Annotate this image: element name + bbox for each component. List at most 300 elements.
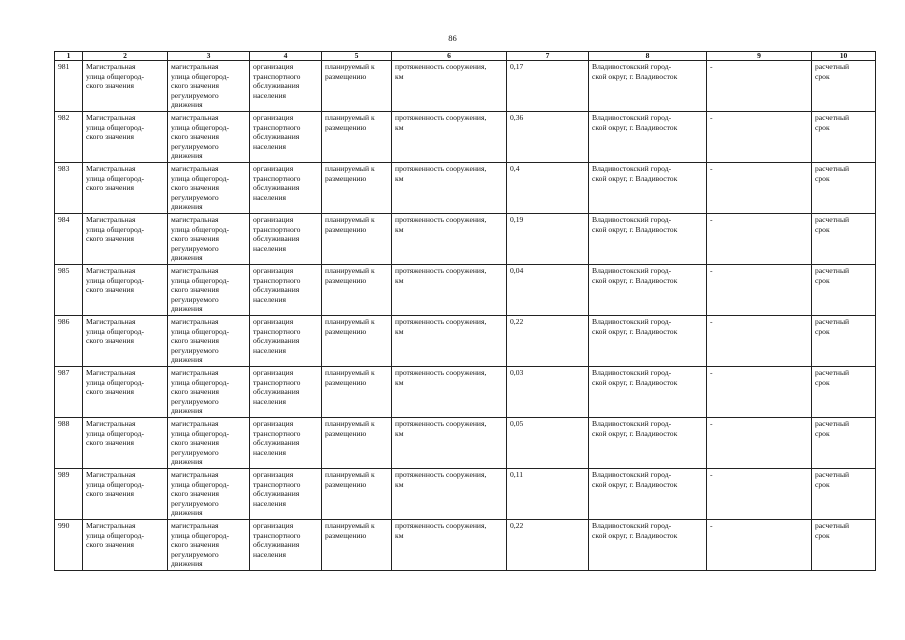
term-cell: [812, 418, 876, 469]
object-status-cell: [322, 418, 392, 469]
object-type-line: магистральная: [171, 470, 219, 479]
term-line: срок: [815, 326, 830, 336]
value-cell: 0,11: [507, 469, 589, 520]
row-number-cell: 988: [55, 418, 83, 469]
characteristic-line: км: [395, 530, 404, 540]
object-type-line: движения: [171, 151, 203, 161]
object-name-cell: [83, 469, 168, 520]
value-cell: 0,05: [507, 418, 589, 469]
object-type-line: движения: [171, 406, 203, 416]
term-cell: [812, 214, 876, 265]
object-status-cell: [322, 163, 392, 214]
object-type-cell: [168, 469, 250, 520]
object-type-line: улица общегород-: [171, 530, 230, 540]
term-line: срок: [815, 224, 830, 234]
term-line: срок: [815, 428, 830, 438]
object-type-cell: [168, 520, 250, 571]
object-name-line: ского значения: [86, 438, 135, 448]
object-type-line: регулируемого: [171, 549, 219, 559]
object-type-line: движения: [171, 355, 203, 365]
object-status-cell: [322, 367, 392, 418]
object-status-line: размещению: [325, 122, 367, 132]
object-purpose-line: транспортного: [253, 224, 301, 234]
column-header-3: 3: [168, 52, 250, 61]
object-purpose-line: населения: [253, 141, 287, 151]
object-type-line: улица общегород-: [171, 173, 230, 183]
value-cell: 0,22: [507, 316, 589, 367]
table-row: [55, 367, 876, 418]
column-header-5: 5: [322, 52, 392, 61]
characteristic-cell: [392, 112, 507, 163]
object-purpose-line: организация: [253, 164, 294, 173]
table-row: [55, 214, 876, 265]
object-purpose-line: населения: [253, 549, 287, 559]
object-purpose-line: организация: [253, 62, 294, 71]
object-type-line: регулируемого: [171, 90, 219, 100]
table-row: [55, 112, 876, 163]
object-type-line: магистральная: [171, 368, 219, 377]
characteristic-line: км: [395, 479, 404, 489]
object-name-cell: [83, 367, 168, 418]
location-cell: [589, 112, 707, 163]
location-line: ской округ, г. Владивосток: [592, 530, 678, 540]
object-purpose-line: организация: [253, 368, 294, 377]
object-name-line: ского значения: [86, 234, 135, 244]
term-line: расчетный: [815, 266, 850, 275]
object-type-line: регулируемого: [171, 345, 219, 355]
object-purpose-line: организация: [253, 215, 294, 224]
table-row: [55, 163, 876, 214]
object-name-line: улица общегород-: [86, 122, 145, 132]
location-line: ской округ, г. Владивосток: [592, 224, 678, 234]
object-type-line: улица общегород-: [171, 326, 230, 336]
object-name-line: ского значения: [86, 183, 135, 193]
object-status-line: размещению: [325, 71, 367, 81]
zone-cell: -: [707, 316, 812, 367]
location-cell: [589, 316, 707, 367]
object-type-cell: [168, 61, 250, 112]
object-purpose-cell: [250, 367, 322, 418]
object-type-line: магистральная: [171, 419, 219, 428]
value-cell: 0,36: [507, 112, 589, 163]
term-line: расчетный: [815, 521, 850, 530]
column-header-4: 4: [250, 52, 322, 61]
object-purpose-cell: [250, 418, 322, 469]
term-cell: [812, 112, 876, 163]
object-status-cell: [322, 265, 392, 316]
object-name-line: Магистральная: [86, 368, 136, 377]
object-status-line: размещению: [325, 275, 367, 285]
object-type-line: магистральная: [171, 62, 219, 71]
table-row: [55, 469, 876, 520]
object-name-cell: [83, 112, 168, 163]
object-type-line: регулируемого: [171, 243, 219, 253]
object-type-line: ского значения: [171, 285, 220, 295]
object-name-line: улица общегород-: [86, 326, 145, 336]
object-purpose-line: транспортного: [253, 530, 301, 540]
object-purpose-line: транспортного: [253, 479, 301, 489]
object-purpose-line: организация: [253, 266, 294, 275]
term-line: расчетный: [815, 164, 850, 173]
location-line: ской округ, г. Владивосток: [592, 173, 678, 183]
object-purpose-line: организация: [253, 419, 294, 428]
location-line: ской округ, г. Владивосток: [592, 71, 678, 81]
object-type-cell: [168, 112, 250, 163]
object-purpose-line: обслуживания: [253, 81, 300, 91]
object-type-line: ского значения: [171, 132, 220, 142]
object-purpose-line: населения: [253, 243, 287, 253]
object-purpose-line: обслуживания: [253, 285, 300, 295]
object-name-line: Магистральная: [86, 419, 136, 428]
object-status-line: размещению: [325, 530, 367, 540]
object-purpose-line: обслуживания: [253, 387, 300, 397]
characteristic-line: протяженность сооружения,: [395, 266, 487, 275]
table-row: [55, 61, 876, 112]
object-name-line: Магистральная: [86, 317, 136, 326]
term-line: расчетный: [815, 368, 850, 377]
location-line: Владивостокский город-: [592, 470, 672, 479]
object-status-line: планируемый к: [325, 266, 375, 275]
object-type-line: движения: [171, 100, 203, 110]
value-cell: 0,4: [507, 163, 589, 214]
object-type-line: регулируемого: [171, 447, 219, 457]
object-purpose-line: организация: [253, 521, 294, 530]
characteristic-line: протяженность сооружения,: [395, 470, 487, 479]
object-type-line: улица общегород-: [171, 377, 230, 387]
object-name-line: Магистральная: [86, 113, 136, 122]
zone-cell: -: [707, 61, 812, 112]
row-number-cell: 986: [55, 316, 83, 367]
characteristic-line: протяженность сооружения,: [395, 419, 487, 428]
object-name-line: Магистральная: [86, 215, 136, 224]
object-type-line: регулируемого: [171, 192, 219, 202]
object-status-line: планируемый к: [325, 521, 375, 530]
object-type-line: магистральная: [171, 266, 219, 275]
object-type-line: ского значения: [171, 81, 220, 91]
object-purpose-line: обслуживания: [253, 540, 300, 550]
object-status-line: планируемый к: [325, 419, 375, 428]
object-status-line: планируемый к: [325, 62, 375, 71]
characteristic-line: км: [395, 173, 404, 183]
term-line: расчетный: [815, 470, 850, 479]
location-cell: [589, 61, 707, 112]
location-line: Владивостокский город-: [592, 317, 672, 326]
characteristic-cell: [392, 61, 507, 112]
object-name-line: улица общегород-: [86, 479, 145, 489]
location-line: ской округ, г. Владивосток: [592, 122, 678, 132]
object-status-cell: [322, 316, 392, 367]
term-cell: [812, 265, 876, 316]
characteristic-line: км: [395, 326, 404, 336]
object-purpose-line: транспортного: [253, 377, 301, 387]
object-purpose-line: обслуживания: [253, 132, 300, 142]
object-type-line: улица общегород-: [171, 71, 230, 81]
characteristic-line: км: [395, 122, 404, 132]
object-name-cell: [83, 214, 168, 265]
object-purpose-line: организация: [253, 113, 294, 122]
column-header-1: 1: [55, 52, 83, 61]
object-type-cell: [168, 316, 250, 367]
object-name-line: Магистральная: [86, 521, 136, 530]
object-name-cell: [83, 163, 168, 214]
object-purpose-line: обслуживания: [253, 234, 300, 244]
location-line: ской округ, г. Владивосток: [592, 479, 678, 489]
object-type-line: движения: [171, 304, 203, 314]
characteristic-line: км: [395, 275, 404, 285]
object-purpose-line: транспортного: [253, 173, 301, 183]
object-name-line: улица общегород-: [86, 173, 145, 183]
location-line: Владивостокский город-: [592, 521, 672, 530]
term-line: срок: [815, 479, 830, 489]
row-number-cell: 981: [55, 61, 83, 112]
location-cell: [589, 214, 707, 265]
object-type-line: ского значения: [171, 489, 220, 499]
row-number-cell: 989: [55, 469, 83, 520]
row-number-cell: 990: [55, 520, 83, 571]
object-type-line: магистральная: [171, 215, 219, 224]
object-purpose-cell: [250, 316, 322, 367]
table-row: [55, 520, 876, 571]
object-type-line: магистральная: [171, 164, 219, 173]
zone-cell: -: [707, 520, 812, 571]
term-line: срок: [815, 275, 830, 285]
value-cell: 0,22: [507, 520, 589, 571]
object-purpose-line: обслуживания: [253, 438, 300, 448]
object-type-line: движения: [171, 559, 203, 569]
object-status-line: размещению: [325, 479, 367, 489]
object-purpose-line: населения: [253, 294, 287, 304]
value-cell: 0,03: [507, 367, 589, 418]
value-cell: 0,19: [507, 214, 589, 265]
location-cell: [589, 520, 707, 571]
location-line: ской округ, г. Владивосток: [592, 275, 678, 285]
table-row: [55, 418, 876, 469]
value-cell: 0,04: [507, 265, 589, 316]
characteristic-cell: [392, 469, 507, 520]
term-line: расчетный: [815, 113, 850, 122]
object-name-cell: [83, 418, 168, 469]
characteristic-line: км: [395, 377, 404, 387]
location-line: ской округ, г. Владивосток: [592, 326, 678, 336]
object-name-line: Магистральная: [86, 470, 136, 479]
object-type-line: ского значения: [171, 234, 220, 244]
object-status-line: размещению: [325, 224, 367, 234]
characteristic-line: протяженность сооружения,: [395, 317, 487, 326]
object-name-cell: [83, 265, 168, 316]
object-name-line: ского значения: [86, 540, 135, 550]
column-header-2: 2: [83, 52, 168, 61]
location-line: Владивостокский город-: [592, 62, 672, 71]
zone-cell: -: [707, 418, 812, 469]
object-status-cell: [322, 61, 392, 112]
object-name-line: улица общегород-: [86, 428, 145, 438]
characteristic-cell: [392, 520, 507, 571]
object-type-line: движения: [171, 508, 203, 518]
object-type-cell: [168, 265, 250, 316]
page-number: 86: [448, 33, 457, 43]
object-name-line: ского значения: [86, 132, 135, 142]
characteristic-line: км: [395, 224, 404, 234]
term-line: расчетный: [815, 215, 850, 224]
zone-cell: -: [707, 163, 812, 214]
object-type-cell: [168, 163, 250, 214]
characteristic-cell: [392, 265, 507, 316]
term-line: срок: [815, 122, 830, 132]
term-line: расчетный: [815, 62, 850, 71]
object-name-cell: [83, 520, 168, 571]
characteristic-line: протяженность сооружения,: [395, 215, 487, 224]
characteristic-cell: [392, 316, 507, 367]
object-purpose-line: транспортного: [253, 275, 301, 285]
characteristic-line: протяженность сооружения,: [395, 62, 487, 71]
object-type-cell: [168, 214, 250, 265]
column-header-8: 8: [589, 52, 707, 61]
value-cell: 0,17: [507, 61, 589, 112]
object-type-line: магистральная: [171, 317, 219, 326]
objects-table: [54, 51, 876, 571]
location-line: Владивостокский город-: [592, 215, 672, 224]
object-type-line: улица общегород-: [171, 224, 230, 234]
location-cell: [589, 469, 707, 520]
location-cell: [589, 418, 707, 469]
term-line: расчетный: [815, 317, 850, 326]
object-type-line: ского значения: [171, 387, 220, 397]
object-purpose-line: обслуживания: [253, 183, 300, 193]
object-purpose-line: организация: [253, 470, 294, 479]
characteristic-line: протяженность сооружения,: [395, 164, 487, 173]
zone-cell: -: [707, 367, 812, 418]
object-type-line: регулируемого: [171, 498, 219, 508]
location-line: Владивостокский город-: [592, 266, 672, 275]
term-line: срок: [815, 530, 830, 540]
characteristic-cell: [392, 163, 507, 214]
object-name-line: улица общегород-: [86, 377, 145, 387]
term-line: расчетный: [815, 419, 850, 428]
object-purpose-cell: [250, 265, 322, 316]
object-status-cell: [322, 520, 392, 571]
zone-cell: -: [707, 214, 812, 265]
term-line: срок: [815, 377, 830, 387]
object-status-line: планируемый к: [325, 368, 375, 377]
object-purpose-line: транспортного: [253, 326, 301, 336]
object-purpose-line: обслуживания: [253, 489, 300, 499]
zone-cell: -: [707, 265, 812, 316]
term-line: срок: [815, 173, 830, 183]
object-type-line: движения: [171, 457, 203, 467]
object-type-line: магистральная: [171, 113, 219, 122]
location-line: ской округ, г. Владивосток: [592, 377, 678, 387]
object-type-line: улица общегород-: [171, 122, 230, 132]
header-row: [55, 52, 876, 61]
object-purpose-line: транспортного: [253, 122, 301, 132]
table-body: [55, 61, 876, 571]
object-name-line: улица общегород-: [86, 224, 145, 234]
object-name-line: ского значения: [86, 285, 135, 295]
object-purpose-line: транспортного: [253, 71, 301, 81]
characteristic-cell: [392, 418, 507, 469]
column-header-9: 9: [707, 52, 812, 61]
term-cell: [812, 367, 876, 418]
object-purpose-cell: [250, 214, 322, 265]
object-status-line: размещению: [325, 428, 367, 438]
row-number-cell: 987: [55, 367, 83, 418]
object-status-line: размещению: [325, 173, 367, 183]
location-line: Владивостокский город-: [592, 113, 672, 122]
object-type-line: движения: [171, 202, 203, 212]
object-type-line: улица общегород-: [171, 275, 230, 285]
table-row: [55, 265, 876, 316]
object-name-line: Магистральная: [86, 164, 136, 173]
object-name-line: улица общегород-: [86, 275, 145, 285]
object-status-cell: [322, 214, 392, 265]
object-type-line: ского значения: [171, 438, 220, 448]
object-purpose-line: организация: [253, 317, 294, 326]
object-name-line: Магистральная: [86, 62, 136, 71]
location-line: Владивостокский город-: [592, 164, 672, 173]
object-purpose-cell: [250, 61, 322, 112]
object-name-line: ского значения: [86, 489, 135, 499]
row-number-cell: 983: [55, 163, 83, 214]
object-type-line: ского значения: [171, 336, 220, 346]
object-status-line: планируемый к: [325, 113, 375, 122]
characteristic-line: протяженность сооружения,: [395, 368, 487, 377]
object-purpose-line: населения: [253, 498, 287, 508]
object-purpose-line: обслуживания: [253, 336, 300, 346]
object-type-cell: [168, 367, 250, 418]
location-line: Владивостокский город-: [592, 368, 672, 377]
object-type-line: движения: [171, 253, 203, 263]
object-status-line: размещению: [325, 377, 367, 387]
column-header-7: 7: [507, 52, 589, 61]
object-name-line: Магистральная: [86, 266, 136, 275]
location-cell: [589, 163, 707, 214]
column-header-6: 6: [392, 52, 507, 61]
characteristic-line: км: [395, 428, 404, 438]
object-status-line: планируемый к: [325, 215, 375, 224]
object-type-line: магистральная: [171, 521, 219, 530]
object-name-cell: [83, 316, 168, 367]
term-cell: [812, 469, 876, 520]
zone-cell: -: [707, 469, 812, 520]
object-name-line: улица общегород-: [86, 530, 145, 540]
characteristic-line: протяженность сооружения,: [395, 521, 487, 530]
object-type-cell: [168, 418, 250, 469]
characteristic-cell: [392, 367, 507, 418]
object-name-line: ского значения: [86, 81, 135, 91]
object-type-line: улица общегород-: [171, 428, 230, 438]
object-purpose-line: населения: [253, 345, 287, 355]
term-cell: [812, 163, 876, 214]
object-purpose-line: населения: [253, 396, 287, 406]
object-name-line: улица общегород-: [86, 71, 145, 81]
term-cell: [812, 61, 876, 112]
object-purpose-line: населения: [253, 192, 287, 202]
row-number-cell: 982: [55, 112, 83, 163]
object-purpose-cell: [250, 112, 322, 163]
object-status-line: размещению: [325, 326, 367, 336]
table-row: [55, 316, 876, 367]
object-type-line: регулируемого: [171, 396, 219, 406]
object-purpose-cell: [250, 520, 322, 571]
object-purpose-cell: [250, 163, 322, 214]
object-type-line: улица общегород-: [171, 479, 230, 489]
object-status-line: планируемый к: [325, 164, 375, 173]
column-header-10: 10: [812, 52, 876, 61]
object-name-line: ского значения: [86, 336, 135, 346]
object-purpose-line: населения: [253, 447, 287, 457]
object-name-cell: [83, 61, 168, 112]
characteristic-cell: [392, 214, 507, 265]
